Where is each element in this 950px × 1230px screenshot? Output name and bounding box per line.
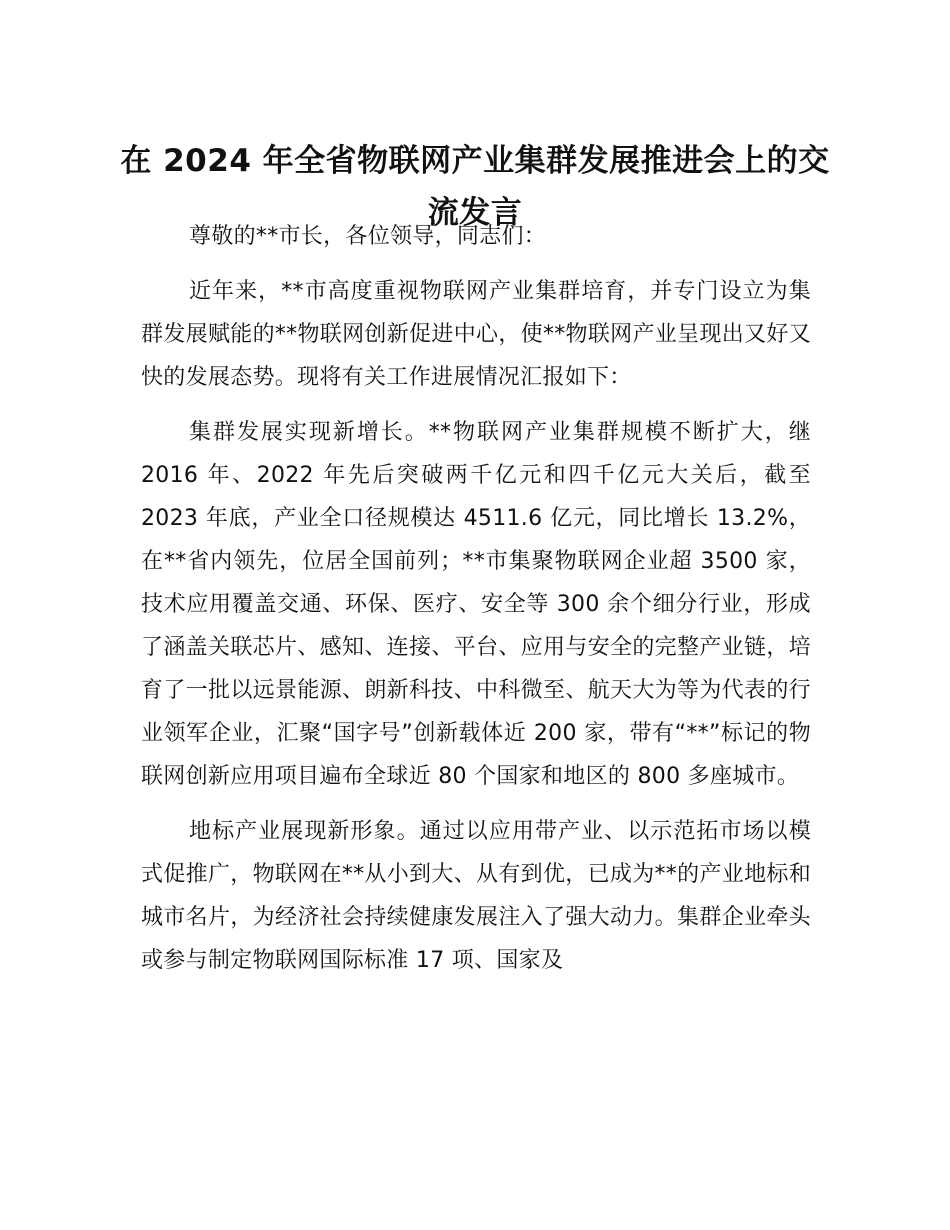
document-body <box>141 215 811 982</box>
paragraph-landmark-industry: 地标产业展现新形象。通过以应用带产业、以示范拓市场以模式促推广，物联网在**从小到大、从有到优，已成为**的产业地标和城市名片，为经济社会持续健康发展注入了强大动力。集群企业牵头或参与制定物联网国际标准 17 项、国家及 <box>141 819 811 973</box>
paragraph-intro: 近年来，**市高度重视物联网产业集群培育，并专门设立为集群发展赋能的**物联网创新促进中心，使**物联网产业呈现出又好又快的发展态势。现将有关工作进展情况汇报如下： <box>141 279 811 390</box>
salutation: 尊敬的**市长，各位领导，同志们： <box>189 224 547 249</box>
document-title: 在 2024 年全省物联网产业集群发展推进会上的交流发言 <box>120 142 830 231</box>
paragraph-cluster-growth: 集群发展实现新增长。**物联网产业集群规模不断扩大，继 2016 年、2022 年先后突破两千亿元和四千亿元大关后，截至 2023 年底，产业全口径规模达 4511.6 亿元，同比增长 13.2%，在**省内领先，位居全国前列；**市集聚物联网企业超 3500 家，技术应用覆盖交通、环保、医疗、安全等 300 余个细分行业，形成了涵盖关联芯片、感知、连接、平台、应用与安全的完整产业链，培育了一批以远景能源、朗新科技、中科微至、航天大为等为代表的行业领军企业，汇聚“国字号”创新载体近 200 家，带有“**”标记的物联网创新应用项目遍布全球近 80 个国家和地区的 800 多座城市。 <box>141 420 811 789</box>
